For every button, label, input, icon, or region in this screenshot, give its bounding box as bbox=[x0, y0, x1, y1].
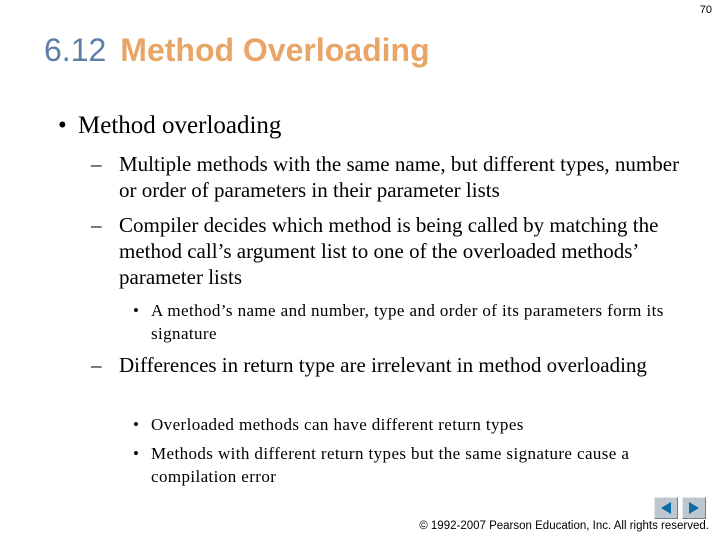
sub-sub-bullet-signature bbox=[133, 299, 693, 345]
sub-bullet-text: Multiple methods with the same name, but different types, number or order of parameters in their parameter lists bbox=[119, 152, 680, 202]
slide-title bbox=[44, 32, 430, 69]
sub-sub-bullet-overloaded-methods bbox=[133, 413, 693, 436]
triangle-right-icon bbox=[687, 501, 701, 515]
dot-marker: • bbox=[133, 444, 140, 463]
section-number: 6.12 bbox=[44, 32, 107, 68]
page-number: 70 bbox=[699, 4, 712, 16]
top-bullet bbox=[58, 112, 281, 140]
dot-marker: • bbox=[133, 415, 140, 434]
slide-navigation bbox=[654, 497, 706, 519]
dot-marker: • bbox=[133, 301, 140, 320]
dash-marker: – bbox=[91, 152, 102, 176]
sub-bullet-return-type bbox=[91, 352, 691, 378]
sub-sub-bullet-text: Methods with different return types but the same signature cause a compilation error bbox=[151, 444, 630, 486]
sub-bullet-multiple-methods bbox=[91, 151, 691, 203]
copyright-footer: © 1992-2007 Pearson Education, Inc. All rights reserved. bbox=[419, 520, 709, 532]
dash-marker: – bbox=[91, 353, 102, 377]
previous-slide-button[interactable] bbox=[654, 497, 678, 519]
next-slide-button[interactable] bbox=[682, 497, 706, 519]
bullet-marker: • bbox=[58, 112, 67, 139]
title-text: Method Overloading bbox=[120, 32, 430, 68]
triangle-left-icon bbox=[659, 501, 673, 515]
sub-bullet-compiler-decides bbox=[91, 212, 691, 290]
sub-sub-bullet-text: Overloaded methods can have different return types bbox=[151, 415, 524, 434]
sub-sub-bullet-compilation-error bbox=[133, 442, 693, 488]
top-bullet-text: Method overloading bbox=[78, 112, 282, 139]
dash-marker: – bbox=[91, 213, 102, 237]
sub-bullet-text: Compiler decides which method is being called by matching the method call’s argument list to one of the overloaded methods’ parameter lists bbox=[119, 213, 659, 289]
sub-bullet-text: Differences in return type are irrelevant in method overloading bbox=[119, 353, 647, 377]
sub-sub-bullet-text: A method’s name and number, type and order of its parameters form its signature bbox=[151, 301, 664, 343]
